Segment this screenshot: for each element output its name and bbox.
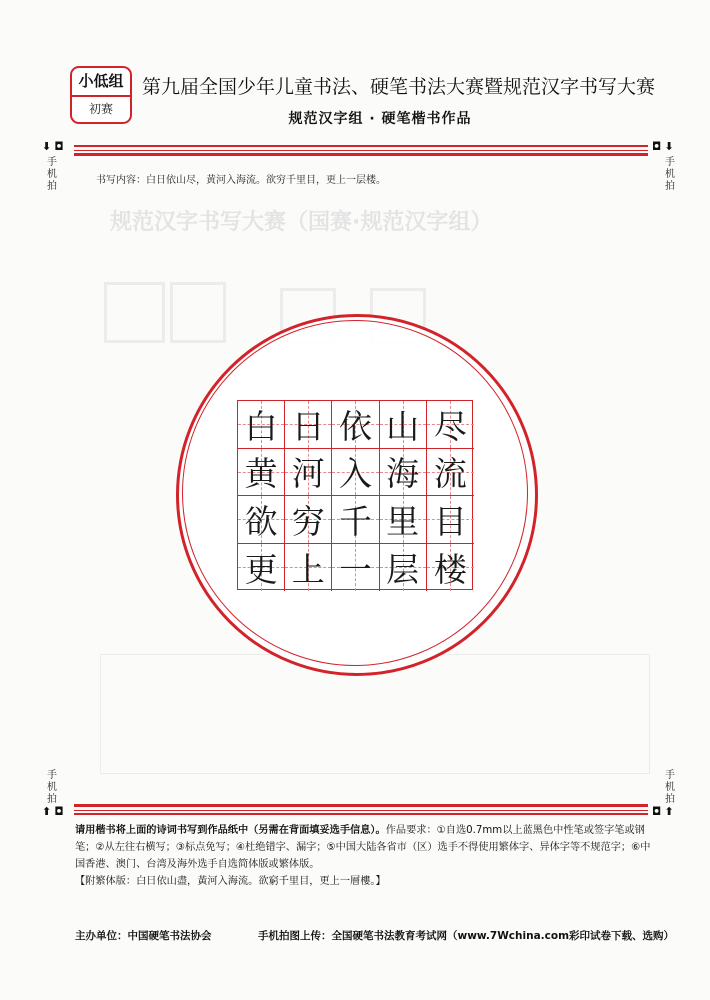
- arrow-up-icon: ⬆: [42, 805, 52, 818]
- group-label: 小低组: [72, 68, 130, 97]
- requirements-lead: 请用楷书将上面的诗词书写到作品纸中（另需在背面填妥选手信息）。: [75, 825, 386, 836]
- grid-cell: 目: [427, 496, 474, 544]
- grid-cell: 尽: [427, 401, 474, 449]
- group-badge: [70, 66, 132, 124]
- bottom-rule: [74, 804, 648, 807]
- arrow-down-icon: ⬇: [42, 140, 52, 153]
- grid-cell: 依: [332, 401, 379, 449]
- upload-info: 手机拍图上传：全国硬笔书法教育考试网（www.7Wchina.com彩印试卷下载、选购）: [258, 930, 675, 942]
- camera-icon: ◘: [652, 805, 662, 818]
- tianzige-writing-grid: [237, 400, 473, 590]
- bottom-rule: [74, 813, 648, 815]
- grid-cell: 流: [427, 449, 474, 497]
- top-rule: [74, 145, 648, 147]
- grid-cell: 山: [380, 401, 427, 449]
- top-rule: [74, 153, 648, 156]
- requirements-text: [75, 822, 651, 890]
- grid-cell: 一: [332, 544, 379, 592]
- camera-icon: ◘: [652, 140, 662, 153]
- page-title: 第九届全国少年儿童书法、硬笔书法大赛暨规范汉字书写大赛: [142, 76, 656, 98]
- grid-cell: 千: [332, 496, 379, 544]
- grid-cell: 黄: [238, 449, 285, 497]
- top-right-marker: [652, 141, 674, 153]
- phone-shoot-label-top-right: 手 机 拍: [665, 157, 675, 192]
- top-rule: [74, 150, 648, 151]
- grid-cell: 更: [238, 544, 285, 592]
- phone-shoot-label-top-left: 手 机 拍: [47, 157, 57, 192]
- grid-cell: 河: [285, 449, 332, 497]
- round-label: 初赛: [88, 102, 113, 116]
- arrow-up-icon: ⬆: [664, 805, 674, 818]
- organizer: 主办单位：中国硬笔书法协会: [75, 930, 212, 942]
- grid-cell: 日: [285, 401, 332, 449]
- grid-cell: 楼: [427, 544, 474, 592]
- bleed-through-qr: [104, 282, 165, 343]
- bottom-left-marker: [42, 806, 64, 818]
- bleed-through-text: 规范汉字书写大赛（国赛·规范汉字组）: [110, 210, 493, 235]
- page-subtitle: 规范汉字组 · 硬笔楷书作品: [288, 111, 472, 127]
- grid-cell: 欲: [238, 496, 285, 544]
- grid-cell: 白: [238, 401, 285, 449]
- requirements-detail: 作品要求：①自选0.7mm以上蓝黑色中性笔或签字笔或钢笔；②从左往右横写；③标点免写；④杜绝错字、漏字；⑤中国大陆各省市（区）选手不得使用繁体字、异体字等不规范字；⑥中国香港、澳门、台湾及海外选手自选简体版或繁体版。: [75, 825, 651, 870]
- camera-icon: ◘: [54, 140, 64, 153]
- phone-shoot-label-bottom-right: 手 机 拍: [665, 770, 675, 805]
- traditional-version: 【附繁体版：白日依山盡，黃河入海流。欲窮千里目，更上一層樓。】: [75, 876, 386, 887]
- arrow-down-icon: ⬇: [664, 140, 674, 153]
- bottom-rule: [74, 810, 648, 811]
- bleed-through-qr: [170, 282, 226, 343]
- bottom-right-marker: [652, 806, 674, 818]
- grid-cell: 里: [380, 496, 427, 544]
- writing-content: 书写内容：白日依山尽，黄河入海流。欲穷千里目，更上一层楼。: [96, 175, 386, 186]
- grid-cell: 入: [332, 449, 379, 497]
- grid-cell: 穷: [285, 496, 332, 544]
- phone-shoot-label-bottom-left: 手 机 拍: [47, 770, 57, 805]
- grid-cell: 层: [380, 544, 427, 592]
- camera-icon: ◘: [54, 805, 64, 818]
- top-left-marker: [42, 141, 64, 153]
- grid-cell: 海: [380, 449, 427, 497]
- grid-cell: 上: [285, 544, 332, 592]
